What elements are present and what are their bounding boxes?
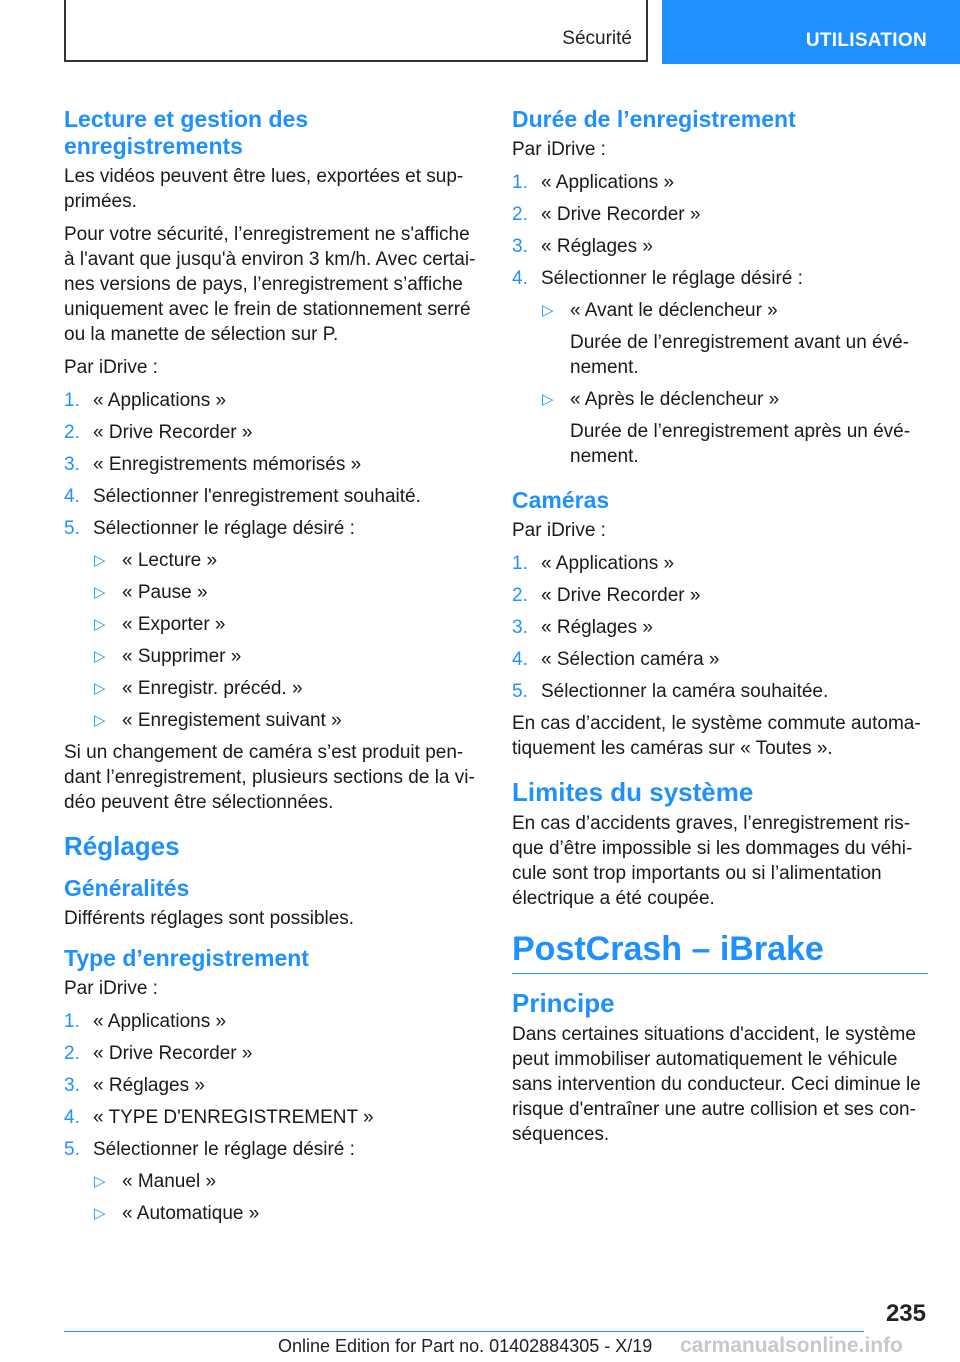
triangle-bullet-icon: ▷: [542, 302, 554, 319]
list-item: 4. Sélectionner l'enregistrement souhaité.: [64, 486, 421, 507]
triangle-bullet-icon: ▷: [94, 616, 106, 633]
recording-type-heading: Type d’enregistrement: [64, 945, 309, 971]
watermark: carmanualsonline.info: [680, 1334, 903, 1357]
duration-steps: [512, 170, 928, 291]
list-item: 2. « Drive Recorder »: [512, 204, 701, 225]
triangle-bullet-icon: ▷: [94, 552, 106, 569]
recording-type-options: [64, 1169, 476, 1226]
triangle-bullet-icon: ▷: [94, 712, 106, 729]
list-item: 2. « Drive Recorder »: [512, 585, 701, 606]
cameras-heading: Caméras: [512, 487, 610, 513]
settings-heading: Réglages: [64, 831, 180, 861]
list-item: ▷ « Manuel »: [94, 1171, 217, 1192]
list-item: 3. « Réglages »: [512, 617, 653, 638]
postcrash-heading: PostCrash – iBrake: [512, 930, 824, 968]
page-number: 235: [885, 1300, 926, 1327]
triangle-bullet-icon: ▷: [94, 584, 106, 601]
cameras-accident-note: En cas d’accident, le système commute automatiquement les caméras sur « Toutes ».: [512, 713, 921, 759]
header-chapter-tab: [662, 0, 960, 64]
list-item: 5. Sélectionner le réglage désiré :: [64, 518, 355, 539]
list-item: 1. « Applications »: [512, 553, 675, 574]
playback-intro: Les vidéos peuvent être lues, exportées et supprimées.: [64, 166, 464, 212]
list-item: 1. « Applications »: [512, 172, 675, 193]
principle-heading: Principe: [512, 988, 615, 1018]
general-text: Différents réglages sont possibles.: [64, 908, 355, 929]
duration-idrive-label: Par iDrive :: [512, 139, 606, 160]
general-heading: Généralités: [64, 875, 190, 901]
list-item: ▷ « Supprimer »: [94, 646, 242, 667]
list-item: 3. « Réglages »: [512, 236, 653, 257]
list-item-description: Durée de l’enregistrement après un événement.: [570, 421, 911, 467]
section-divider: [512, 973, 928, 974]
list-item: 5. Sélectionner la caméra souhaitée.: [512, 681, 829, 702]
list-item: ▷ « Après le déclencheur »: [542, 389, 780, 410]
list-item: 4. « TYPE D'ENREGISTREMENT »: [64, 1107, 374, 1128]
camera-change-note: Si un changement de caméra s’est produit pendant l’enregistrement, plusieurs sections de la vidéo peuvent être sélectionnées.: [64, 742, 475, 813]
playback-heading: Lecture et gestion des enregistrements: [64, 106, 309, 159]
left-column: [64, 100, 476, 1233]
list-item: 3. « Enregistrements mémorisés »: [64, 454, 362, 475]
list-item: 4. « Sélection caméra »: [512, 649, 720, 670]
system-limits-text: En cas d’accidents graves, l’enregistrement risque d’être impossible si les dommages du véhicule sont trop importants ou si l’alimentation électrique a été coupée.: [512, 813, 913, 909]
list-item: 2. « Drive Recorder »: [64, 1043, 253, 1064]
list-item: 2. « Drive Recorder »: [64, 422, 253, 443]
footer-divider: [64, 1331, 864, 1332]
triangle-bullet-icon: ▷: [94, 1173, 106, 1190]
list-item: 1. « Applications »: [64, 1011, 227, 1032]
list-item: ▷ « Exporter »: [94, 614, 226, 635]
triangle-bullet-icon: ▷: [94, 680, 106, 697]
principle-text: Dans certaines situations d'accident, le système peut immobiliser automatiquement le véhicule sans intervention du conducteur. Ceci diminue le risque d'entraîner une autre collision et ses conséquences.: [512, 1024, 921, 1145]
triangle-bullet-icon: ▷: [94, 648, 106, 665]
list-item-description: Durée de l’enregistrement avant un événement.: [570, 332, 910, 378]
list-item: 4. Sélectionner le réglage désiré :: [512, 268, 803, 289]
system-limits-heading: Limites du système: [512, 777, 754, 807]
triangle-bullet-icon: ▷: [94, 1205, 106, 1222]
triangle-bullet-icon: ▷: [542, 391, 554, 408]
cameras-steps: [512, 551, 928, 704]
playback-idrive-label: Par iDrive :: [64, 357, 158, 378]
list-item: ▷ « Enregistement suivant »: [94, 710, 342, 731]
list-item: ▷ « Pause »: [94, 582, 208, 603]
recording-type-steps: [64, 1009, 476, 1162]
playback-steps: [64, 388, 476, 541]
list-item: ▷ « Lecture »: [94, 550, 218, 571]
list-item: ▷ « Enregistr. précéd. »: [94, 678, 303, 699]
footer-edition: Online Edition for Part no. 01402884305 - X/19: [278, 1336, 653, 1356]
list-item: 1. « Applications »: [64, 390, 227, 411]
playback-options: [64, 548, 476, 733]
header-section-title: Sécurité: [562, 28, 632, 49]
list-item: ▷ « Avant le déclencheur »: [542, 300, 778, 321]
cameras-idrive-label: Par iDrive :: [512, 520, 606, 541]
list-item: 3. « Réglages »: [64, 1075, 205, 1096]
playback-safety-note: Pour votre sécurité, l’enregistrement ne s'affiche à l'avant que jusqu'à environ 3 km/h. Avec certaines versions de pays, l’enregistrement s’affiche uniquement avec le frein de stationnement serré ou la manette de sélection sur P.: [64, 224, 476, 345]
recording-type-idrive-label: Par iDrive :: [64, 978, 158, 999]
right-column: [512, 100, 928, 1155]
header-chapter-title: UTILISATION: [805, 30, 927, 51]
list-item: ▷ « Automatique »: [94, 1203, 260, 1224]
duration-heading: Durée de l’enregistrement: [512, 106, 796, 132]
header-section-box: [64, 0, 648, 62]
duration-options: [512, 298, 928, 469]
list-item: 5. Sélectionner le réglage désiré :: [64, 1139, 355, 1160]
